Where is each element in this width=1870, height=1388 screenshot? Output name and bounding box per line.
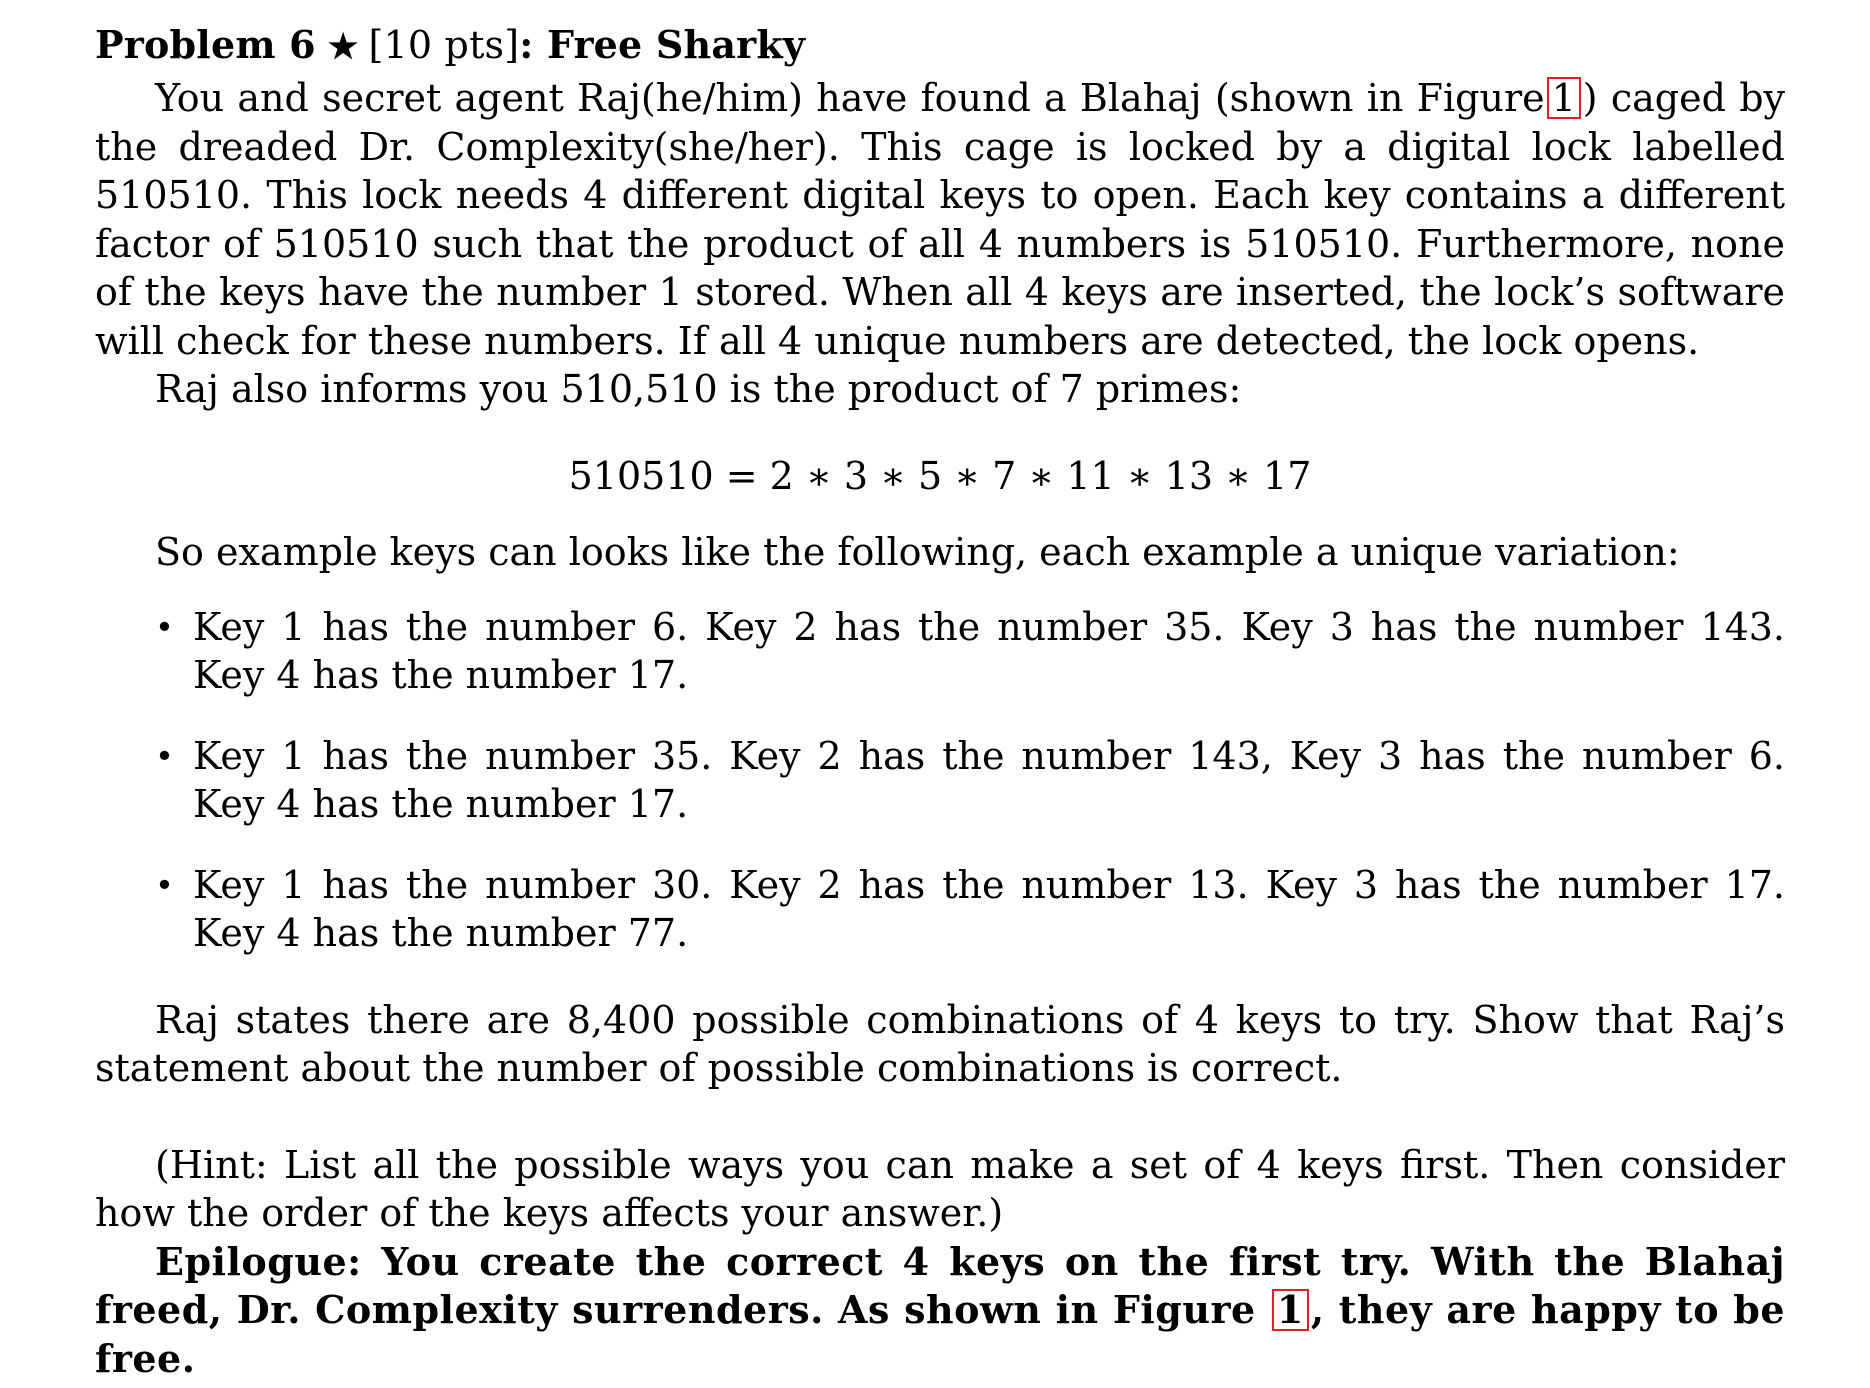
example-text: Key 1 has the number 30. Key 2 has the number 13. Key 3 has the number 17. Key 4 has the number 77. — [193, 862, 1785, 955]
problem-number: Problem 6 — [95, 22, 316, 67]
heading-colon: : — [519, 22, 534, 67]
example-text: Key 1 has the number 35. Key 2 has the number 143, Key 3 has the number 6. Key 4 has the number 17. — [193, 733, 1785, 826]
bullet-icon: • — [155, 607, 174, 646]
hint-paragraph: (Hint: List all the possible ways you can make a set of 4 keys first. Then consider how the order of the keys affects your answer.) — [95, 1142, 1785, 1235]
epilogue-text-part2: , they are happy to be free. — [95, 1287, 1785, 1381]
problem-page — [95, 18, 1785, 1383]
intro-text-part1: You and secret agent Raj(he/him) have found a Blahaj (shown in Figure — [155, 76, 1545, 120]
example-key-list — [95, 603, 1785, 958]
bullet-icon: • — [155, 865, 174, 904]
factorization-equation: 510510 = 2 ∗ 3 ∗ 5 ∗ 7 ∗ 11 ∗ 13 ∗ 17 — [568, 453, 1312, 498]
bullet-icon: • — [155, 736, 174, 775]
problem-heading — [95, 18, 1785, 74]
examples-intro: So example keys can looks like the following, each example a unique variation: — [155, 530, 1680, 574]
figure-reference-link[interactable]: 1 — [1547, 77, 1581, 119]
statement-paragraph: Raj states there are 8,400 possible combinations of 4 keys to try. Show that Raj’s statement about the number of possible combinations is correct. — [95, 997, 1785, 1090]
figure-reference-link[interactable]: 1 — [1272, 1289, 1309, 1331]
list-item — [95, 861, 1785, 958]
primes-intro: Raj also informs you 510,510 is the product of 7 primes: — [155, 367, 1242, 411]
star-icon: ★ — [327, 27, 359, 67]
example-text: Key 1 has the number 6. Key 2 has the number 35. Key 3 has the number 143. Key 4 has the number 17. — [193, 604, 1785, 697]
epilogue-paragraph — [95, 1238, 1785, 1384]
list-item — [95, 603, 1785, 700]
problem-points: [10 pts] — [368, 23, 520, 67]
intro-paragraph — [95, 74, 1785, 365]
list-item — [95, 732, 1785, 829]
problem-title: Free Sharky — [546, 22, 806, 67]
epilogue-text-part1: Epilogue: You create the correct 4 keys on the first try. With the Blahaj freed, Dr. Complexity surrenders. As shown in Figure — [95, 1238, 1785, 1332]
intro-text-part2: ) caged by the dreaded Dr. Complexity(she/her). This cage is locked by a digital lock labelled 510510. This lock needs 4 different digital keys to open. Each key contains a different factor of 510510 such that the product of all 4 numbers is 510510. Furthermore, none of the keys have the number 1 stored. When all 4 keys are inserted, the lock’s software will check for these numbers. If all 4 unique numbers are detected, the lock opens. — [95, 76, 1785, 363]
